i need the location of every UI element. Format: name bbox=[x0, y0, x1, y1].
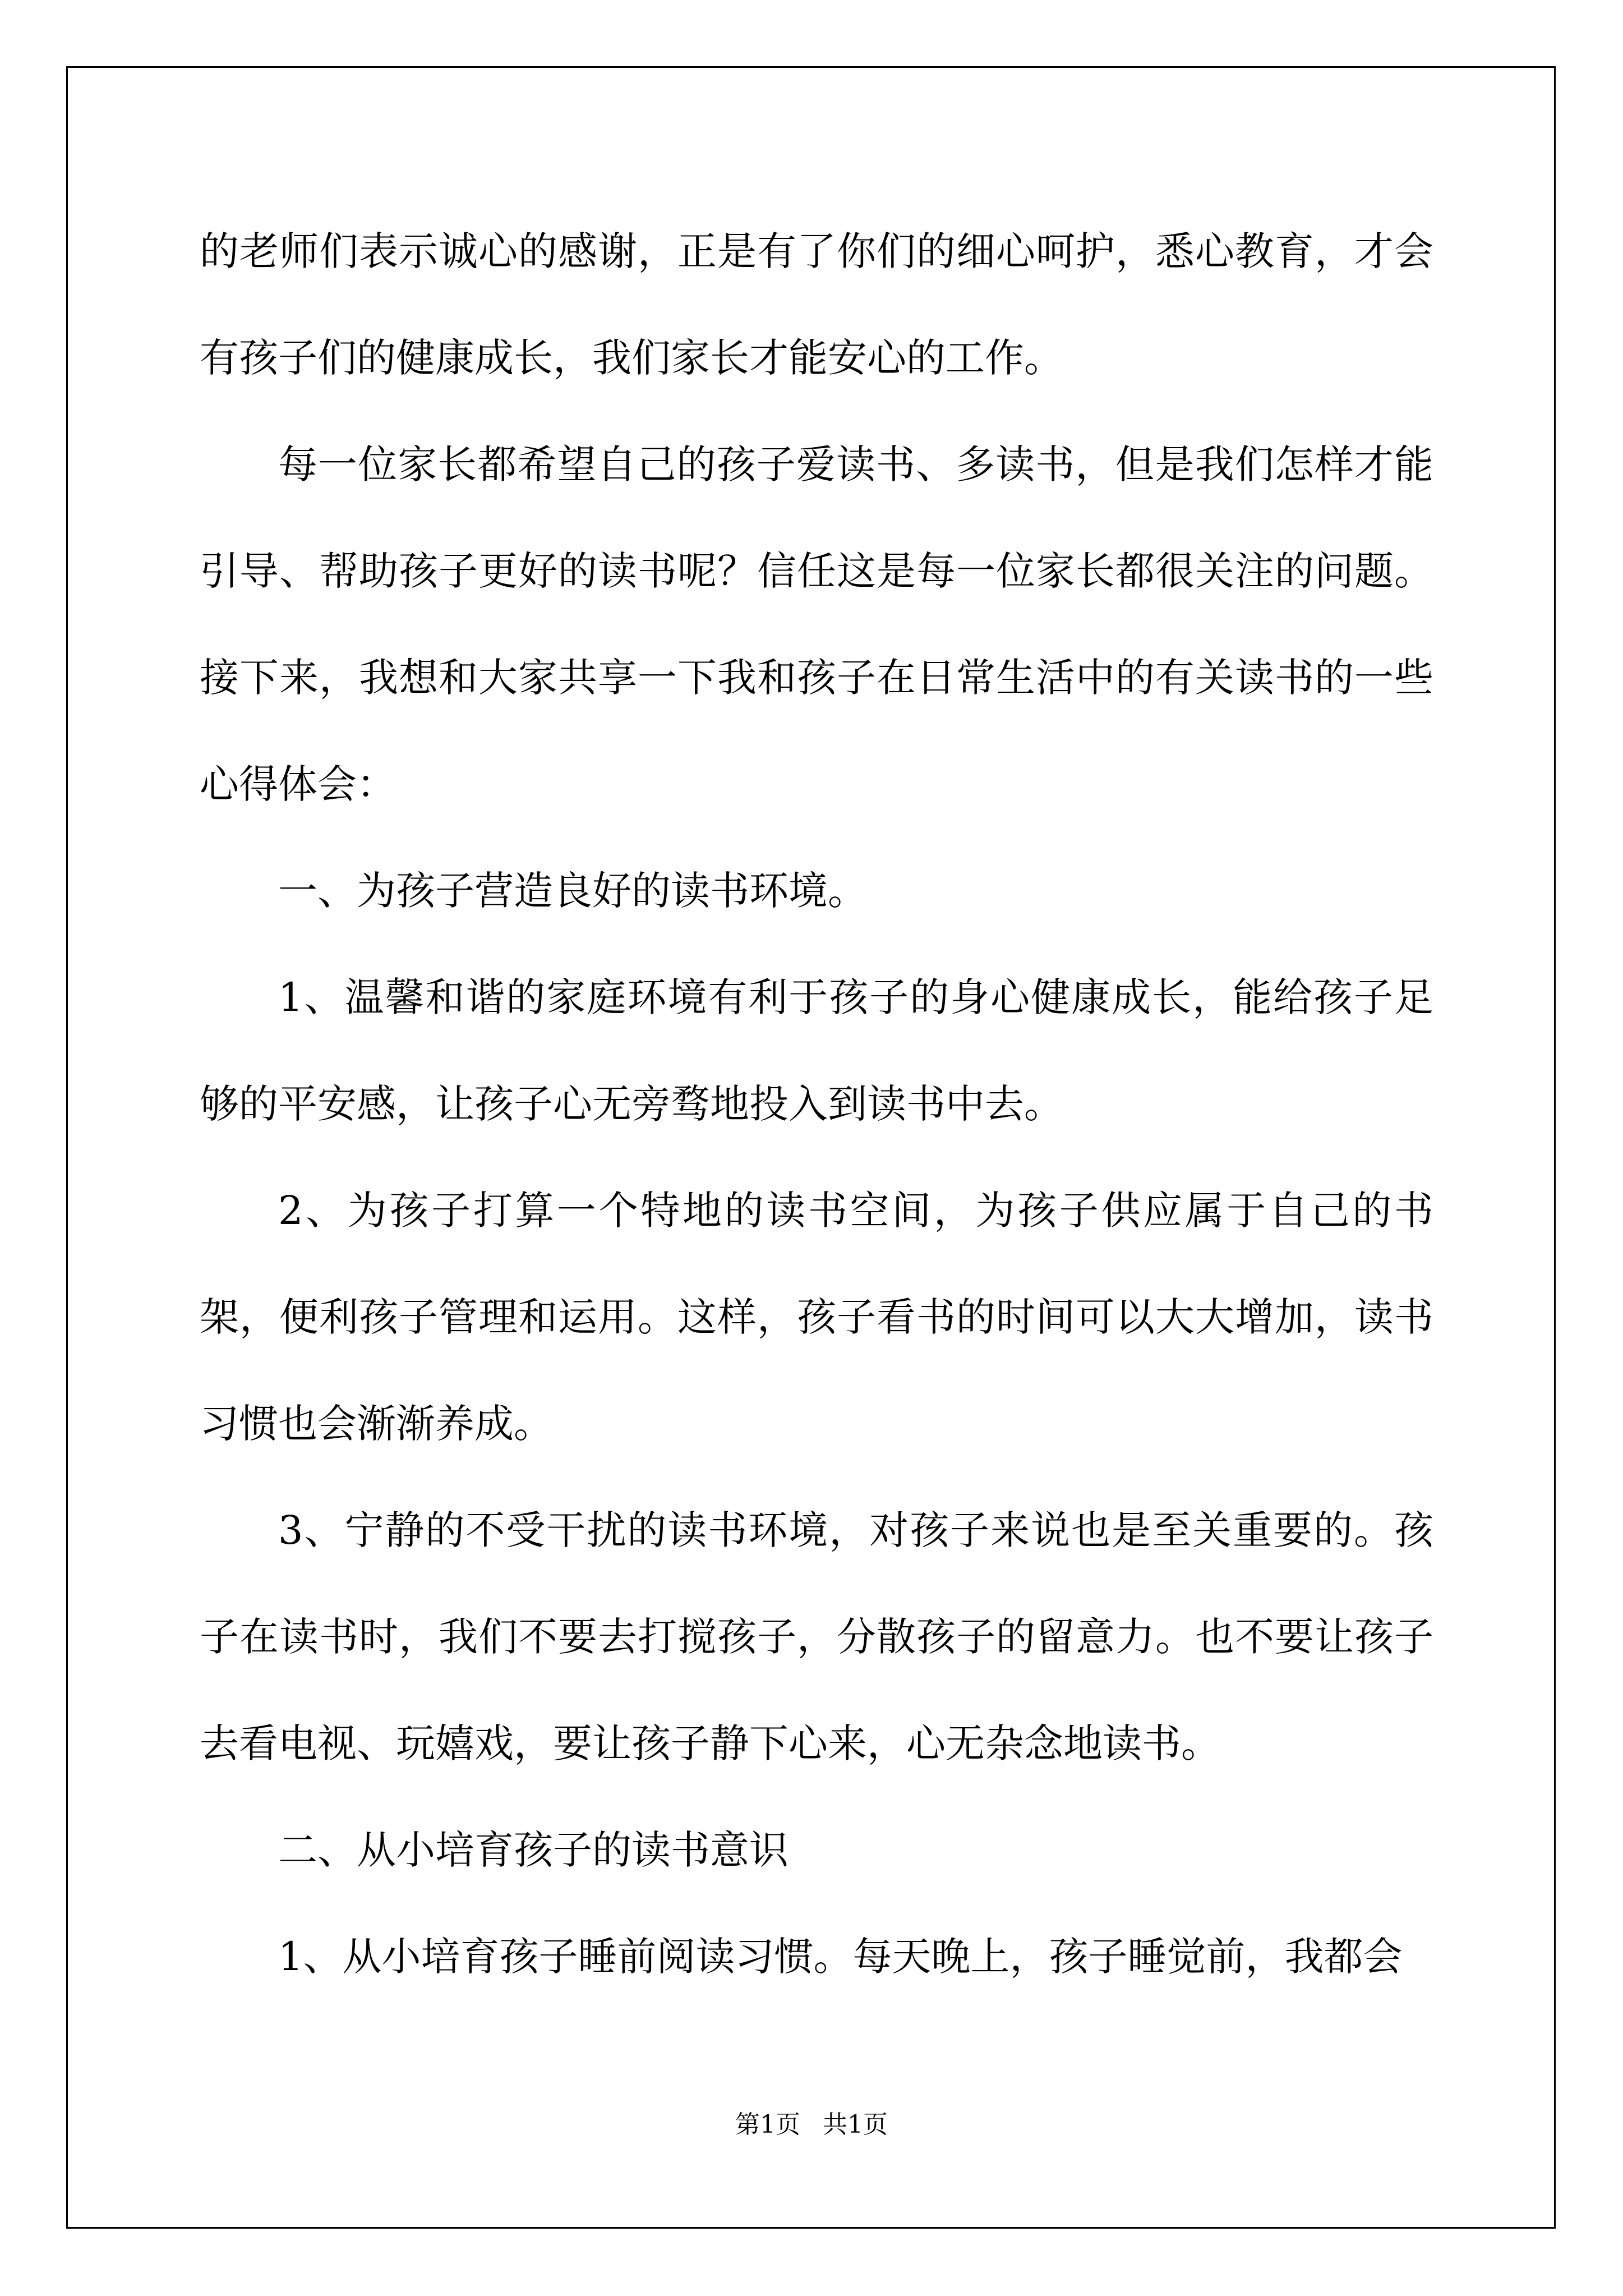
section-heading-1: 一、为孩子营造良好的读书环境。 bbox=[278, 868, 867, 914]
paragraph-4: 2、为孩子打算一个特地的读书空间，为孩子供应属于自己的书架，便利孩子管理和运用。这样，孩子看书的时间可以大大增加，读书习惯也会渐渐养成。 bbox=[200, 1188, 1433, 1447]
paragraph-6: 1、从小培育孩子睡前阅读习惯。每天晚上，孩子睡觉前，我都会 bbox=[278, 1934, 1403, 1980]
paragraph-1: 的老师们表示诚心的感谢，正是有了你们的细心呵护，悉心教育，才会有孩子们的健康成长，我们家长才能安心的工作。 bbox=[200, 228, 1433, 381]
page-total: 共1页 bbox=[823, 2110, 888, 2139]
paragraph-5: 3、宁静的不受干扰的读书环境，对孩子来说也是至关重要的。孩子在读书时，我们不要去打搅孩子，分散孩子的留意力。也不要让孩子去看电视、玩嬉戏，要让孩子静下心来，心无杂念地读书。 bbox=[200, 1507, 1433, 1766]
paragraph-3: 1、温馨和谐的家庭环境有利于孩子的身心健康成长，能给孩子足够的平安感，让孩子心无旁骛地投入到读书中去。 bbox=[200, 974, 1433, 1127]
paragraph-2: 每一位家长都希望自己的孩子爱读书、多读书，但是我们怎样才能引导、帮助孩子更好的读书呢？信任这是每一位家长都很关注的问题。接下来，我想和大家共享一下我和孩子在日常生活中的有关读书的一些心得体会： bbox=[200, 441, 1433, 807]
page-number: 第1页 bbox=[735, 2110, 800, 2139]
page-footer bbox=[0, 2108, 1623, 2142]
section-heading-2: 二、从小培育孩子的读书意识 bbox=[278, 1827, 789, 1873]
document-body bbox=[200, 198, 1433, 2010]
